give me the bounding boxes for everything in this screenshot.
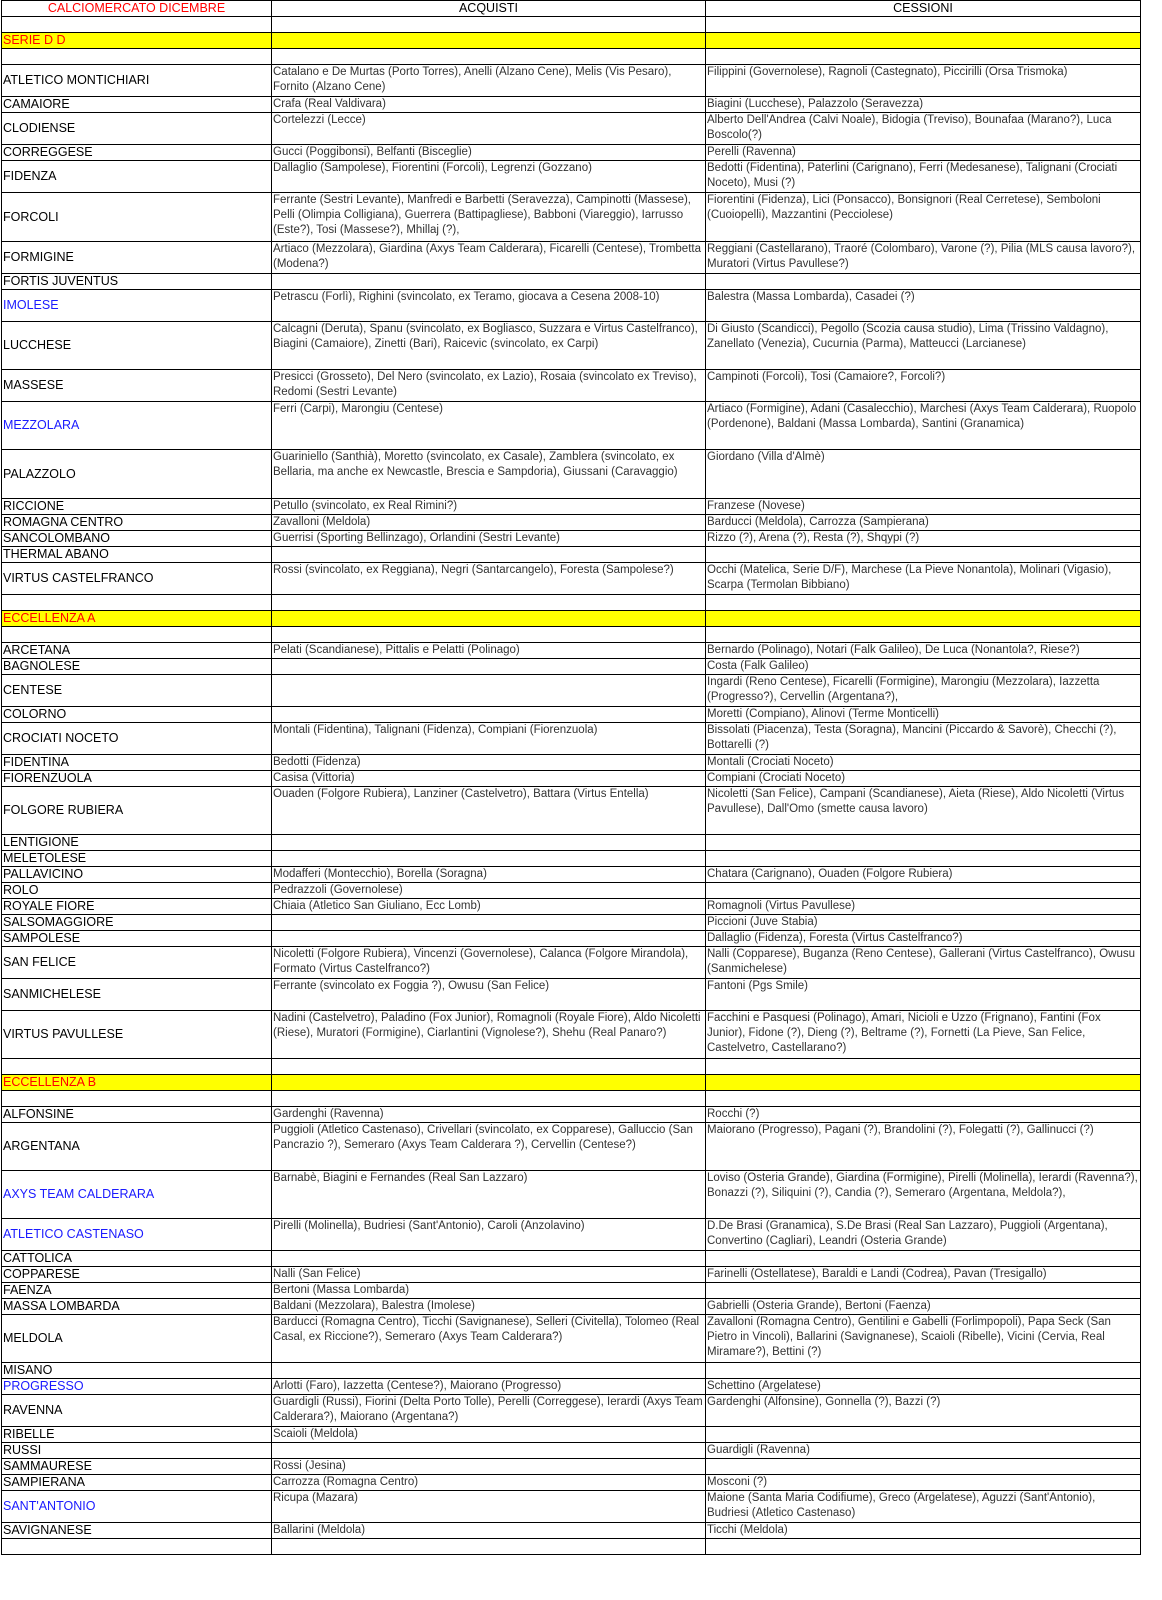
header-acquisti: ACQUISTI [272, 1, 706, 17]
team-row [2, 161, 1141, 193]
cessioni-cell: Rocchi (?) [706, 1107, 1141, 1123]
acquisti-cell [272, 675, 706, 707]
acquisti-cell: Arlotti (Faro), Iazzetta (Centese?), Maiorano (Progresso) [272, 1379, 706, 1395]
team-name: PALAZZOLO [2, 450, 272, 499]
team-row [2, 499, 1141, 515]
acquisti-cell: Ricupa (Mazara) [272, 1491, 706, 1523]
acquisti-cell: Zavalloni (Meldola) [272, 515, 706, 531]
cessioni-cell: Gabrielli (Osteria Grande), Bertoni (Faenza) [706, 1299, 1141, 1315]
cessioni-cell: Occhi (Matelica, Serie D/F), Marchese (La Pieve Nonantola), Molinari (Vigasio), Scarpa (Termolan Bibbiano) [706, 563, 1141, 595]
team-name: ATLETICO CASTENASO [2, 1219, 272, 1251]
acquisti-cell: Bedotti (Fidenza) [272, 755, 706, 771]
acquisti-cell [272, 931, 706, 947]
acquisti-cell: Guardigli (Russi), Fiorini (Delta Porto Tolle), Perelli (Correggese), Ierardi (Axys Team Calderara?), Maiorano (Argentana?) [272, 1395, 706, 1427]
cessioni-cell [706, 1251, 1141, 1267]
empty-cell [706, 49, 1141, 65]
team-row [2, 1171, 1141, 1219]
blank-row [2, 627, 1141, 643]
team-name: SAN FELICE [2, 947, 272, 979]
cessioni-cell [706, 1283, 1141, 1299]
team-row [2, 515, 1141, 531]
cessioni-cell: Compiani (Crociati Noceto) [706, 771, 1141, 787]
cessioni-cell [706, 274, 1141, 290]
cessioni-cell: Bedotti (Fidentina), Paterlini (Carignano), Ferri (Medesanese), Talignani (Crociati Noceto), Musi (?) [706, 161, 1141, 193]
cessioni-cell: Filippini (Governolese), Ragnoli (Castegnato), Piccirilli (Orsa Trismoka) [706, 65, 1141, 97]
acquisti-cell: Pelati (Scandianese), Pittalis e Pelatti (Polinago) [272, 643, 706, 659]
cessioni-cell: Loviso (Osteria Grande), Giardina (Formigine), Pirelli (Molinella), Ierardi (Ravenna?), Bonazzi (?), Siliquini (?), Candia (?), Semeraro (Argentana, Meldola?), [706, 1171, 1141, 1219]
acquisti-cell [272, 835, 706, 851]
team-name: FORMIGINE [2, 242, 272, 274]
team-name: ARCETANA [2, 643, 272, 659]
team-name: RICCIONE [2, 499, 272, 515]
team-row [2, 659, 1141, 675]
team-row [2, 867, 1141, 883]
acquisti-cell: Carrozza (Romagna Centro) [272, 1475, 706, 1491]
team-name: MELDOLA [2, 1315, 272, 1363]
acquisti-cell: Modafferi (Montecchio), Borella (Soragna) [272, 867, 706, 883]
team-name: SANMICHELESE [2, 979, 272, 1011]
team-row [2, 1443, 1141, 1459]
acquisti-cell: Guariniello (Santhià), Moretto (svincolato, ex Casale), Zamblera (svincolato, ex Bellaria, ma anche ex Newcastle, Brescia e Sampdoria), Giussani (Caravaggio) [272, 450, 706, 499]
section-row [2, 33, 1141, 49]
team-name: AXYS TEAM CALDERARA [2, 1171, 272, 1219]
cessioni-cell: Nalli (Copparese), Buganza (Reno Centese), Gallerani (Virtus Castelfranco), Owusu (Sanmichelese) [706, 947, 1141, 979]
team-name: FAENZA [2, 1283, 272, 1299]
header-title: CALCIOMERCATO DICEMBRE [2, 1, 272, 17]
team-row [2, 450, 1141, 499]
team-row [2, 370, 1141, 402]
team-row [2, 755, 1141, 771]
section-name: SERIE D D [2, 33, 272, 49]
team-row [2, 787, 1141, 835]
section-row [2, 1075, 1141, 1091]
acquisti-cell: Calcagni (Deruta), Spanu (svincolato, ex Bogliasco, Suzzara e Virtus Castelfranco), Biagini (Camaiore), Zinetti (Bari), Raicevic (svincolato, ex Carpi) [272, 322, 706, 370]
team-row [2, 563, 1141, 595]
team-name: SAMPOLESE [2, 931, 272, 947]
acquisti-cell: Cortelezzi (Lecce) [272, 113, 706, 145]
team-row [2, 1267, 1141, 1283]
team-name: ROMAGNA CENTRO [2, 515, 272, 531]
team-row [2, 1107, 1141, 1123]
acquisti-cell: Barducci (Romagna Centro), Ticchi (Savignanese), Selleri (Civitella), Tolomeo (Real Casal, ex Riccione?), Semeraro (Axys Team Calderara?) [272, 1315, 706, 1363]
cessioni-cell: Montali (Crociati Noceto) [706, 755, 1141, 771]
acquisti-cell [272, 851, 706, 867]
team-name: ATLETICO MONTICHIARI [2, 65, 272, 97]
cessioni-cell: Alberto Dell'Andrea (Calvi Noale), Bidogia (Treviso), Bounafaa (Marano?), Luca Boscolo(?) [706, 113, 1141, 145]
team-row [2, 771, 1141, 787]
cessioni-cell: Balestra (Massa Lombarda), Casadei (?) [706, 290, 1141, 322]
team-row [2, 915, 1141, 931]
acquisti-cell: Rossi (Jesina) [272, 1459, 706, 1475]
acquisti-cell [272, 274, 706, 290]
cessioni-cell: Reggiani (Castellarano), Traoré (Colombaro), Varone (?), Pilia (MLS causa lavoro?), Muratori (Virtus Pavullese?) [706, 242, 1141, 274]
team-row [2, 979, 1141, 1011]
team-row [2, 1315, 1141, 1363]
acquisti-cell: Pirelli (Molinella), Budriesi (Sant'Antonio), Caroli (Anzolavino) [272, 1219, 706, 1251]
team-name: CORREGGESE [2, 145, 272, 161]
team-row [2, 145, 1141, 161]
acquisti-cell: Catalano e De Murtas (Porto Torres), Anelli (Alzano Cene), Melis (Vis Pesaro), Fornito (Alzano Cene) [272, 65, 706, 97]
cessioni-cell: Maione (Santa Maria Codifiume), Greco (Argelatese), Aguzzi (Sant'Antonio), Budriesi (Atletico Castenaso) [706, 1491, 1141, 1523]
empty-cell [706, 33, 1141, 49]
cessioni-cell: Ticchi (Meldola) [706, 1523, 1141, 1539]
team-name: CATTOLICA [2, 1251, 272, 1267]
acquisti-cell [272, 915, 706, 931]
team-row [2, 242, 1141, 274]
acquisti-cell: Ballarini (Meldola) [272, 1523, 706, 1539]
cessioni-cell: Mosconi (?) [706, 1475, 1141, 1491]
team-name: ARGENTANA [2, 1123, 272, 1171]
empty-cell [706, 1091, 1141, 1107]
team-row [2, 1251, 1141, 1267]
team-row [2, 322, 1141, 370]
acquisti-cell [272, 1443, 706, 1459]
empty-cell [272, 611, 706, 627]
team-name: CLODIENSE [2, 113, 272, 145]
team-name: THERMAL ABANO [2, 547, 272, 563]
cessioni-cell: Farinelli (Ostellatese), Baraldi e Landi (Codrea), Pavan (Tresigallo) [706, 1267, 1141, 1283]
cessioni-cell [706, 1427, 1141, 1443]
team-row [2, 402, 1141, 450]
cessioni-cell: Biagini (Lucchese), Palazzolo (Seravezza) [706, 97, 1141, 113]
section-name: ECCELLENZA B [2, 1075, 272, 1091]
cessioni-cell: Romagnoli (Virtus Pavullese) [706, 899, 1141, 915]
acquisti-cell: Guerrisi (Sporting Bellinzago), Orlandini (Sestri Levante) [272, 531, 706, 547]
acquisti-cell: Puggioli (Atletico Castenaso), Crivellari (svincolato, ex Copparese), Galluccio (San Pancrazio ?), Semeraro (Axys Team Calderara ?), Cervellin (Centese?) [272, 1123, 706, 1171]
team-row [2, 899, 1141, 915]
team-name: FOLGORE RUBIERA [2, 787, 272, 835]
team-row [2, 274, 1141, 290]
empty-cell [272, 17, 706, 33]
acquisti-cell: Ouaden (Folgore Rubiera), Lanziner (Castelvetro), Battara (Virtus Entella) [272, 787, 706, 835]
team-row [2, 531, 1141, 547]
team-name: RUSSI [2, 1443, 272, 1459]
team-row [2, 707, 1141, 723]
acquisti-cell: Nadini (Castelvetro), Paladino (Fox Junior), Romagnoli (Royale Fiore), Aldo Nicoletti (Riese), Muratori (Formigine), Ciarlantini (Vignolese?), Shehu (Real Panaro?) [272, 1011, 706, 1059]
cessioni-cell: Costa (Falk Galileo) [706, 659, 1141, 675]
team-name: ALFONSINE [2, 1107, 272, 1123]
team-name: SAVIGNANESE [2, 1523, 272, 1539]
cessioni-cell [706, 883, 1141, 899]
team-name: PROGRESSO [2, 1379, 272, 1395]
team-row [2, 723, 1141, 755]
team-name: FIDENZA [2, 161, 272, 193]
section-row [2, 611, 1141, 627]
acquisti-cell: Ferrante (svincolato ex Foggia ?), Owusu (San Felice) [272, 979, 706, 1011]
cessioni-cell: Gardenghi (Alfonsine), Gonnella (?), Bazzi (?) [706, 1395, 1141, 1427]
empty-cell [706, 1539, 1141, 1555]
cessioni-cell: Dallaglio (Fidenza), Foresta (Virtus Castelfranco?) [706, 931, 1141, 947]
cessioni-cell: Fantoni (Pgs Smile) [706, 979, 1141, 1011]
cessioni-cell: Rizzo (?), Arena (?), Resta (?), Shqypi (?) [706, 531, 1141, 547]
acquisti-cell [272, 547, 706, 563]
acquisti-cell: Gucci (Poggibonsi), Belfanti (Bisceglie) [272, 145, 706, 161]
cessioni-cell [706, 1459, 1141, 1475]
acquisti-cell [272, 659, 706, 675]
team-name: MASSESE [2, 370, 272, 402]
team-name: FIDENTINA [2, 755, 272, 771]
team-name: SANT'ANTONIO [2, 1491, 272, 1523]
blank-row [2, 1539, 1141, 1555]
cessioni-cell: Bissolati (Piacenza), Testa (Soragna), Mancini (Piccardo & Savorè), Checchi (?), Bottarelli (?) [706, 723, 1141, 755]
team-row [2, 883, 1141, 899]
acquisti-cell: Nicoletti (Folgore Rubiera), Vincenzi (Governolese), Calanca (Folgore Mirandola), Formato (Virtus Castelfranco?) [272, 947, 706, 979]
team-row [2, 1523, 1141, 1539]
team-name: CAMAIORE [2, 97, 272, 113]
team-name: FORTIS JUVENTUS [2, 274, 272, 290]
team-name: FORCOLI [2, 193, 272, 242]
cessioni-cell [706, 1363, 1141, 1379]
acquisti-cell: Baldani (Mezzolara), Balestra (Imolese) [272, 1299, 706, 1315]
cessioni-cell [706, 835, 1141, 851]
empty-cell [706, 17, 1141, 33]
cessioni-cell: Guardigli (Ravenna) [706, 1443, 1141, 1459]
team-name: RIBELLE [2, 1427, 272, 1443]
cessioni-cell: Ingardi (Reno Centese), Ficarelli (Formigine), Marongiu (Mezzolara), Iazzetta (Progresso?), Cervellin (Argentana?), [706, 675, 1141, 707]
acquisti-cell: Petrascu (Forlì), Righini (svincolato, ex Teramo, giocava a Cesena 2008-10) [272, 290, 706, 322]
team-row [2, 1363, 1141, 1379]
team-name: BAGNOLESE [2, 659, 272, 675]
acquisti-cell: Presicci (Grosseto), Del Nero (svincolato, ex Lazio), Rosaia (svincolato ex Treviso), Redomi (Sestri Levante) [272, 370, 706, 402]
acquisti-cell: Rossi (svincolato, ex Reggiana), Negri (Santarcangelo), Foresta (Sampolese?) [272, 563, 706, 595]
empty-cell [272, 1075, 706, 1091]
empty-cell [272, 627, 706, 643]
team-row [2, 851, 1141, 867]
cessioni-cell: Artiaco (Formigine), Adani (Casalecchio), Marchesi (Axys Team Calderara), Ruopolo (Pordenone), Baldani (Massa Lombarda), Santini (Granamica) [706, 402, 1141, 450]
cessioni-cell: Campinoti (Forcoli), Tosi (Camaiore?, Forcoli?) [706, 370, 1141, 402]
section-name: ECCELLENZA A [2, 611, 272, 627]
team-row [2, 97, 1141, 113]
acquisti-cell [272, 1363, 706, 1379]
team-row [2, 1123, 1141, 1171]
team-name: MASSA LOMBARDA [2, 1299, 272, 1315]
team-name: MEZZOLARA [2, 402, 272, 450]
empty-cell [272, 1539, 706, 1555]
team-name: PALLAVICINO [2, 867, 272, 883]
acquisti-cell: Casisa (Vittoria) [272, 771, 706, 787]
empty-cell [706, 611, 1141, 627]
team-row [2, 1219, 1141, 1251]
empty-cell [706, 1075, 1141, 1091]
blank-row [2, 1059, 1141, 1075]
team-name: CENTESE [2, 675, 272, 707]
acquisti-cell: Barnabè, Biagini e Fernandes (Real San Lazzaro) [272, 1171, 706, 1219]
cessioni-cell: Maiorano (Progresso), Pagani (?), Brandolini (?), Folegatti (?), Gallinucci (?) [706, 1123, 1141, 1171]
empty-cell [2, 595, 272, 611]
team-name: MELETOLESE [2, 851, 272, 867]
team-name: COPPARESE [2, 1267, 272, 1283]
blank-row [2, 49, 1141, 65]
acquisti-cell: Ferrante (Sestri Levante), Manfredi e Barbetti (Seravezza), Campinotti (Massese), Pelli (Olimpia Colligiana), Guerrera (Battipagliese), Babboni (Viareggio), Iarrusso (Este?), Tosi (Massese?), Mhillaj (?), [272, 193, 706, 242]
team-row [2, 947, 1141, 979]
cessioni-cell: Nicoletti (San Felice), Campani (Scandianese), Aieta (Riese), Aldo Nicoletti (Virtus Pavullese), Dall'Omo (smette causa lavoro) [706, 787, 1141, 835]
acquisti-cell: Dallaglio (Sampolese), Fiorentini (Forcoli), Legrenzi (Gozzano) [272, 161, 706, 193]
cessioni-cell: Giordano (Villa d'Almè) [706, 450, 1141, 499]
empty-cell [272, 595, 706, 611]
team-name: IMOLESE [2, 290, 272, 322]
cessioni-cell: Fiorentini (Fidenza), Lici (Ponsacco), Bonsignori (Real Cerretese), Semboloni (Cuoiopelli), Mazzantini (Pecciolese) [706, 193, 1141, 242]
header-cessioni: CESSIONI [706, 1, 1141, 17]
transfer-market-table [1, 0, 1141, 1555]
cessioni-cell: Zavalloni (Romagna Centro), Gentilini e Gabelli (Forlimpopoli), Papa Seck (San Pietro in Vincoli), Ballarini (Savignanese), Scaioli (Ribelle), Vicini (Cervia, Real Miramare?), Bettini (?) [706, 1315, 1141, 1363]
cessioni-cell: Perelli (Ravenna) [706, 145, 1141, 161]
empty-cell [2, 1539, 272, 1555]
team-row [2, 1491, 1141, 1523]
team-name: CROCIATI NOCETO [2, 723, 272, 755]
team-name: SALSOMAGGIORE [2, 915, 272, 931]
cessioni-cell: Piccioni (Juve Stabia) [706, 915, 1141, 931]
team-row [2, 290, 1141, 322]
acquisti-cell: Scaioli (Meldola) [272, 1427, 706, 1443]
acquisti-cell: Crafa (Real Valdivara) [272, 97, 706, 113]
team-name: VIRTUS CASTELFRANCO [2, 563, 272, 595]
empty-cell [2, 17, 272, 33]
cessioni-cell: Barducci (Meldola), Carrozza (Sampierana) [706, 515, 1141, 531]
team-name: SAMMAURESE [2, 1459, 272, 1475]
empty-cell [706, 595, 1141, 611]
blank-row [2, 17, 1141, 33]
team-row [2, 643, 1141, 659]
cessioni-cell: Moretti (Compiano), Alinovi (Terme Monticelli) [706, 707, 1141, 723]
acquisti-cell [272, 707, 706, 723]
team-row [2, 1459, 1141, 1475]
team-row [2, 1379, 1141, 1395]
team-name: RAVENNA [2, 1395, 272, 1427]
empty-cell [272, 49, 706, 65]
acquisti-cell: Ferri (Carpi), Marongiu (Centese) [272, 402, 706, 450]
team-row [2, 1283, 1141, 1299]
team-row [2, 675, 1141, 707]
empty-cell [2, 49, 272, 65]
team-row [2, 547, 1141, 563]
cessioni-cell: Schettino (Argelatese) [706, 1379, 1141, 1395]
empty-cell [2, 1059, 272, 1075]
acquisti-cell: Chiaia (Atletico San Giuliano, Ecc Lomb) [272, 899, 706, 915]
empty-cell [272, 33, 706, 49]
acquisti-cell: Gardenghi (Ravenna) [272, 1107, 706, 1123]
team-name: VIRTUS PAVULLESE [2, 1011, 272, 1059]
empty-cell [272, 1059, 706, 1075]
team-name: COLORNO [2, 707, 272, 723]
team-name: ROYALE FIORE [2, 899, 272, 915]
team-row [2, 113, 1141, 145]
cessioni-cell: Di Giusto (Scandicci), Pegollo (Scozia causa studio), Lima (Trissino Valdagno), Zanellato (Venezia), Cucurnia (Parma), Matteucci (Larcianese) [706, 322, 1141, 370]
acquisti-cell: Nalli (San Felice) [272, 1267, 706, 1283]
team-name: LENTIGIONE [2, 835, 272, 851]
team-name: SANCOLOMBANO [2, 531, 272, 547]
acquisti-cell: Petullo (svincolato, ex Real Rimini?) [272, 499, 706, 515]
cessioni-cell: Facchini e Pasquesi (Polinago), Amari, Nicioli e Uzzo (Frignano), Fantini (Fox Junior), Fidone (?), Dieng (?), Beltrame (?), Fornetti (La Pieve, San Felice, Castelvetro, Castellarano?) [706, 1011, 1141, 1059]
acquisti-cell: Artiaco (Mezzolara), Giardina (Axys Team Calderara), Ficarelli (Centese), Trombetta (Modena?) [272, 242, 706, 274]
team-name: ROLO [2, 883, 272, 899]
team-row [2, 65, 1141, 97]
empty-cell [272, 1091, 706, 1107]
cessioni-cell [706, 851, 1141, 867]
team-row [2, 1299, 1141, 1315]
empty-cell [706, 1059, 1141, 1075]
team-row [2, 1011, 1141, 1059]
team-name: SAMPIERANA [2, 1475, 272, 1491]
cessioni-cell: Bernardo (Polinago), Notari (Falk Galileo), De Luca (Nonantola?, Riese?) [706, 643, 1141, 659]
acquisti-cell: Montali (Fidentina), Talignani (Fidenza), Compiani (Fiorenzuola) [272, 723, 706, 755]
team-row [2, 931, 1141, 947]
cessioni-cell [706, 547, 1141, 563]
team-row [2, 835, 1141, 851]
empty-cell [706, 627, 1141, 643]
team-row [2, 1475, 1141, 1491]
cessioni-cell: D.De Brasi (Granamica), S.De Brasi (Real San Lazzaro), Puggioli (Argentana), Convertino (Cagliari), Leandri (Osteria Grande) [706, 1219, 1141, 1251]
team-row [2, 1395, 1141, 1427]
acquisti-cell [272, 1251, 706, 1267]
empty-cell [2, 1091, 272, 1107]
team-name: LUCCHESE [2, 322, 272, 370]
acquisti-cell: Bertoni (Massa Lombarda) [272, 1283, 706, 1299]
blank-row [2, 595, 1141, 611]
blank-row [2, 1091, 1141, 1107]
header-row [2, 1, 1141, 17]
team-row [2, 193, 1141, 242]
team-name: FIORENZUOLA [2, 771, 272, 787]
cessioni-cell: Franzese (Novese) [706, 499, 1141, 515]
empty-cell [2, 627, 272, 643]
acquisti-cell: Pedrazzoli (Governolese) [272, 883, 706, 899]
cessioni-cell: Chatara (Carignano), Ouaden (Folgore Rubiera) [706, 867, 1141, 883]
team-name: MISANO [2, 1363, 272, 1379]
team-row [2, 1427, 1141, 1443]
